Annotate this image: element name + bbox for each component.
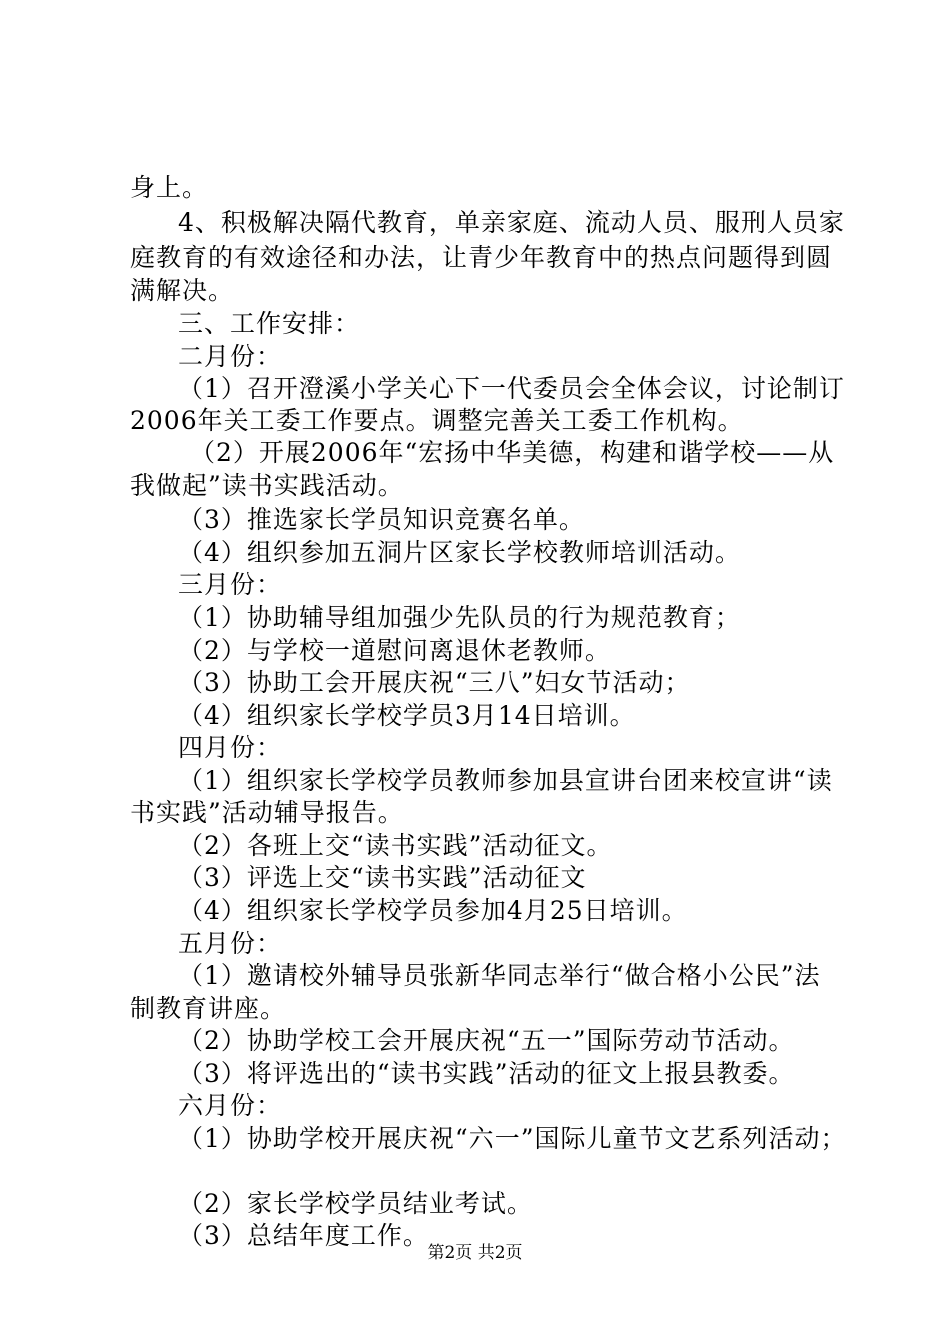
text-line: （2）开展2006年“宏扬中华美德，构建和谐学校——从 (190, 438, 835, 467)
text-line: （2）协助学校工会开展庆祝“五一”国际劳动节活动。 (178, 1026, 795, 1055)
month-heading: 五月份： (178, 929, 283, 958)
text-line: （1）协助学校开展庆祝“六一”国际儿童节文艺系列活动； (178, 1124, 847, 1153)
text-line: 身上。 (130, 173, 209, 202)
text-line: （1）邀请校外辅导员张新华同志举行“做合格小公民”法 (178, 961, 821, 990)
text-line: （4）组织家长学校学员参加4月25日培训。 (178, 896, 688, 925)
text-line: 制教育讲座。 (130, 994, 287, 1023)
text-line: （4）组织参加五洞片区家长学校教师培训活动。 (178, 538, 741, 567)
month-heading: 二月份： (178, 342, 283, 371)
page-footer: 第2页 共2页 (427, 1243, 523, 1263)
text-line: 庭教育的有效途径和办法，让青少年教育中的热点问题得到圆 (130, 243, 833, 272)
text-line: 我做起”读书实践活动。 (130, 471, 404, 500)
text-line: （4）组织家长学校学员3月14日培训。 (178, 701, 636, 730)
month-heading: 六月份： (178, 1091, 283, 1120)
text-line: （2）各班上交“读书实践”活动征文。 (178, 831, 613, 860)
text-line: 2006年关工委工作要点。调整完善关工委工作机构。 (130, 406, 744, 435)
text-line: （3）协助工会开展庆祝“三八”妇女节活动； (178, 668, 691, 697)
text-line: （3）推选家长学员知识竞赛名单。 (178, 505, 585, 534)
text-line: （1）召开澄溪小学关心下一代委员会全体会议，讨论制订 (178, 374, 845, 403)
month-heading: 四月份： (178, 733, 283, 762)
text-line: （3）评选上交“读书实践”活动征文 (178, 863, 587, 892)
month-heading: 三月份： (178, 570, 283, 599)
text-line: （3）总结年度工作。 (178, 1221, 429, 1250)
text-line: （2）与学校一道慰问离退休老教师。 (178, 636, 611, 665)
text-line: （1）组织家长学校学员教师参加县宣讲台团来校宣讲“读 (178, 766, 833, 795)
text-line: 4、积极解决隔代教育，单亲家庭、流动人员、服刑人员家 (178, 208, 845, 237)
text-line: （2）家长学校学员结业考试。 (178, 1189, 533, 1218)
text-line: 满解决。 (130, 276, 235, 305)
text-line: （3）将评选出的“读书实践”活动的征文上报县教委。 (178, 1059, 795, 1088)
section-heading: 三、工作安排： (178, 309, 361, 338)
text-line: 书实践”活动辅导报告。 (130, 798, 404, 827)
text-line: （1）协助辅导组加强少先队员的行为规范教育； (178, 603, 741, 632)
